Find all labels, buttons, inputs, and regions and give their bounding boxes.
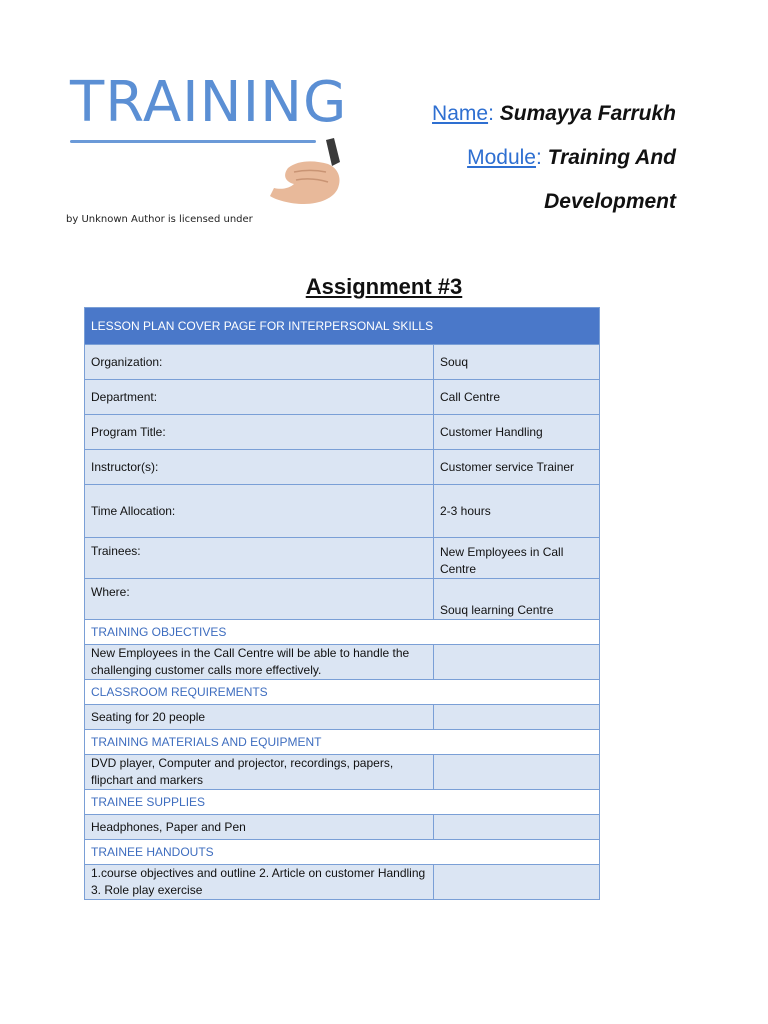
logo-wordmark: TRAINING	[70, 70, 348, 135]
table-row	[85, 415, 600, 450]
table-row	[85, 485, 600, 538]
module-line	[432, 136, 676, 180]
section-body: New Employees in the Call Centre will be able to handle the challenging customer calls more effectively.	[85, 645, 434, 680]
section-title: TRAINING OBJECTIVES	[85, 620, 600, 645]
section-title: TRAINEE SUPPLIES	[85, 790, 600, 815]
row-value: Customer Handling	[434, 415, 600, 450]
row-label: Trainees:	[85, 538, 434, 579]
section-title-row	[85, 680, 600, 705]
row-value: Customer service Trainer	[434, 450, 600, 485]
row-label: Organization:	[85, 345, 434, 380]
row-label: Program Title:	[85, 415, 434, 450]
section-body-row	[85, 705, 600, 730]
table-row	[85, 579, 600, 620]
row-value: Souq learning Centre	[434, 579, 600, 620]
module-value: Training And	[541, 146, 676, 169]
row-label: Where:	[85, 579, 434, 620]
row-label: Time Allocation:	[85, 485, 434, 538]
row-value: Souq	[434, 345, 600, 380]
module-label: Module	[467, 146, 536, 169]
table-header: LESSON PLAN COVER PAGE FOR INTERPERSONAL SKILLS	[85, 308, 600, 345]
section-body: DVD player, Computer and projector, recordings, papers, flipchart and markers	[85, 755, 434, 790]
section-body: 1.course objectives and outline 2. Article on customer Handling 3. Role play exercise	[85, 865, 434, 900]
section-body-blank	[434, 865, 600, 900]
name-line	[432, 92, 676, 136]
section-body-row	[85, 865, 600, 900]
section-body-blank	[434, 705, 600, 730]
assignment-heading: Assignment #3	[305, 274, 463, 299]
section-title-row	[85, 620, 600, 645]
hand-with-marker-icon	[268, 138, 348, 210]
section-body-row	[85, 645, 600, 680]
section-body-blank	[434, 755, 600, 790]
row-label: Department:	[85, 380, 434, 415]
table-row	[85, 345, 600, 380]
table-header-row	[85, 308, 600, 345]
section-body-row	[85, 755, 600, 790]
table-row	[85, 380, 600, 415]
lesson-plan-table	[84, 307, 600, 900]
image-credit: by Unknown Author is licensed under	[66, 214, 253, 225]
module-colon: :	[535, 146, 542, 169]
module-line-2	[432, 180, 676, 224]
section-title: TRAINING MATERIALS AND EQUIPMENT	[85, 730, 600, 755]
section-title: CLASSROOM REQUIREMENTS	[85, 680, 600, 705]
section-body-blank	[434, 815, 600, 840]
table-row	[85, 450, 600, 485]
table-row	[85, 538, 600, 579]
name-colon: :	[488, 102, 494, 125]
section-body-row	[85, 815, 600, 840]
section-title: TRAINEE HANDOUTS	[85, 840, 600, 865]
training-logo	[64, 68, 348, 210]
row-value: Call Centre	[434, 380, 600, 415]
row-value: 2-3 hours	[434, 485, 600, 538]
section-title-row	[85, 840, 600, 865]
row-label: Instructor(s):	[85, 450, 434, 485]
author-meta	[432, 92, 676, 224]
name-value: Sumayya Farrukh	[493, 102, 676, 125]
section-body: Headphones, Paper and Pen	[85, 815, 434, 840]
section-title-row	[85, 790, 600, 815]
section-body: Seating for 20 people	[85, 705, 434, 730]
section-body-blank	[434, 645, 600, 680]
row-value: New Employees in Call Centre	[434, 538, 600, 579]
module-value-continued: Development	[544, 190, 676, 213]
name-label: Name	[432, 102, 489, 125]
section-title-row	[85, 730, 600, 755]
